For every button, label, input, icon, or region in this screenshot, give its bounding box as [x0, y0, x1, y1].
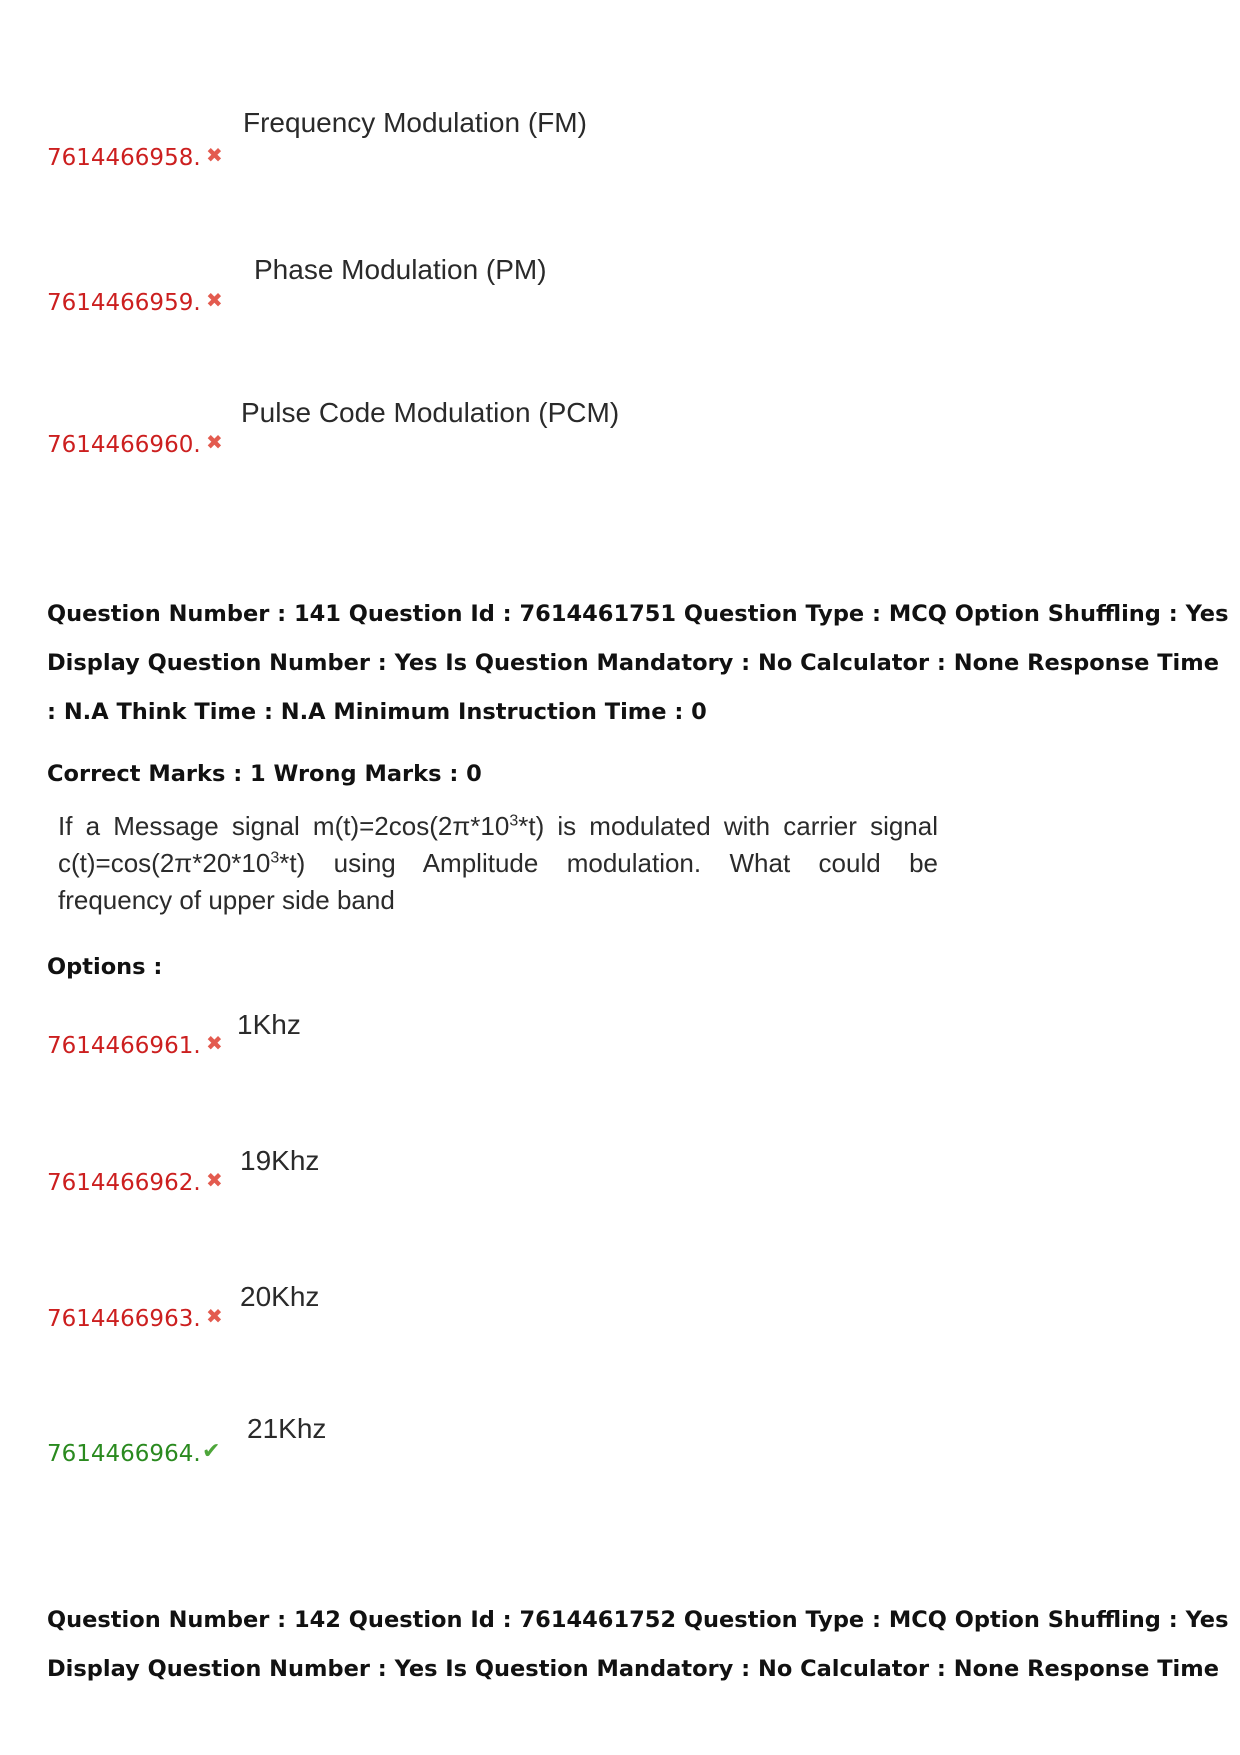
option-id: 7614466960. [47, 432, 201, 458]
cross-icon: ✖ [206, 1168, 223, 1192]
cross-icon: ✖ [206, 288, 223, 312]
option-text: Phase Modulation (PM) [254, 254, 547, 285]
question-line: $c(t)=\cos(2\pi*20*10^3*t)$ using Amplitude modulation. What could be [58, 848, 938, 878]
meta-line: Display Question Number : Yes Is Question Mandatory : No Calculator : None Response Time [47, 1656, 1219, 1682]
meta-line: Question Number : 142 Question Id : 7614461752 Question Type : MCQ Option Shuffling : Yes [47, 1607, 1229, 1633]
option-id: 7614466959. [47, 290, 201, 316]
option-id: 7614466964. [47, 1441, 201, 1467]
cross-icon: ✖ [206, 430, 223, 454]
option-text: 19Khz [240, 1145, 320, 1176]
check-icon: ✔ [202, 1439, 221, 1464]
cross-icon: ✖ [206, 1031, 223, 1055]
marks-line: Correct Marks : 1 Wrong Marks : 0 [47, 761, 482, 787]
cross-icon: ✖ [206, 143, 223, 167]
option-id: 7614466961. [47, 1033, 201, 1059]
option-id: 7614466958. [47, 145, 201, 171]
meta-line: Question Number : 141 Question Id : 7614461751 Question Type : MCQ Option Shuffling : Yes [47, 601, 1229, 627]
question-line: If a Message signal $m(t)=2\cos(2\pi*10^3*t)$ is modulated with carrier signal [58, 811, 938, 841]
option-text: Pulse Code Modulation (PCM) [241, 397, 620, 428]
option-text: Frequency Modulation (FM) [243, 107, 587, 138]
cross-icon: ✖ [206, 1304, 223, 1328]
option-id: 7614466962. [47, 1170, 201, 1196]
options-label: Options : [47, 954, 163, 980]
option-text: 20Khz [240, 1281, 320, 1312]
question-meta [47, 590, 1229, 737]
question-text [58, 808, 938, 919]
meta-line: : N.A Think Time : N.A Minimum Instruction Time : 0 [47, 699, 707, 725]
question-line: frequency of upper side band [58, 885, 395, 915]
option-text: 21Khz [247, 1413, 327, 1444]
option-text: 1Khz [237, 1009, 301, 1040]
meta-line: Display Question Number : Yes Is Question Mandatory : No Calculator : None Response Time [47, 650, 1219, 676]
question-meta [47, 1596, 1229, 1694]
option-id: 7614466963. [47, 1306, 201, 1332]
